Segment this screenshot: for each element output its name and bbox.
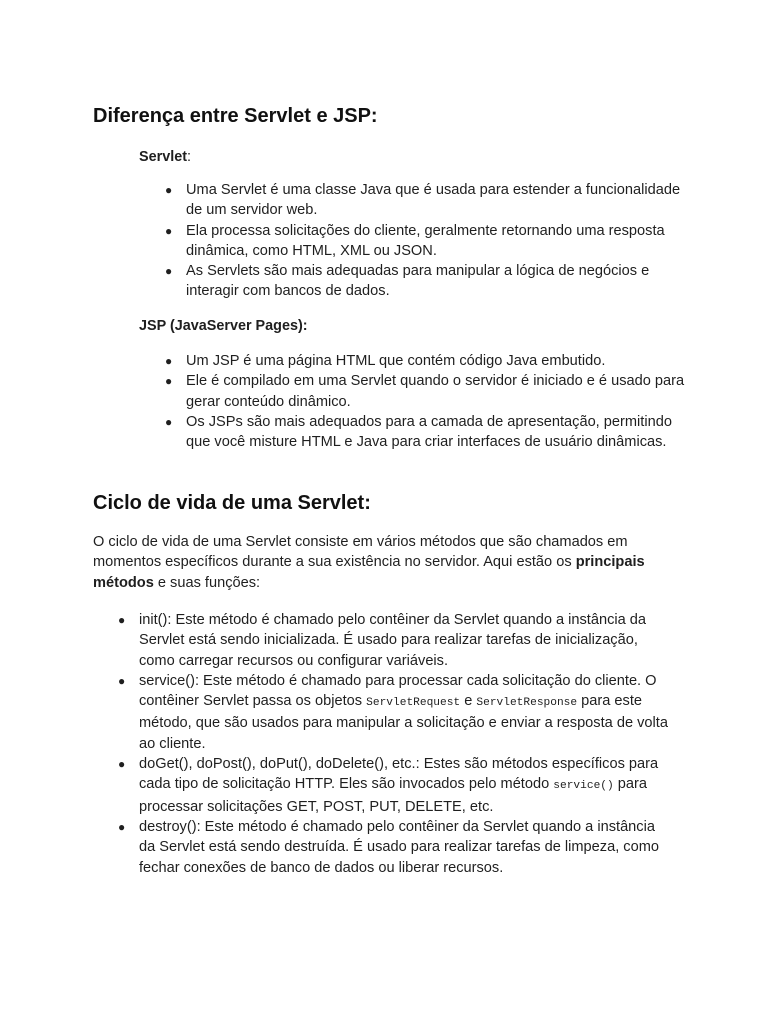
jsp-label [139,316,308,336]
jsp-bullet-2: Ele é compilado em uma Servlet quando o servidor é iniciado e é usado para gerar conteúdo dinâmico. [186,373,685,410]
list-item [165,180,686,221]
list-item [165,371,686,412]
servlet-label [139,147,191,167]
intro-bold: principais métodos [93,554,645,591]
code-service: service() [553,780,614,793]
list-item [118,671,674,754]
bullet-icon: ● [165,183,173,197]
service-text-a: service(): Este método é chamado para processar cada solicitação do cliente. O contêiner Servlet passa os objetos [139,672,657,710]
bullet-icon: ● [118,819,126,834]
service-text-b: e [460,693,477,710]
heading-servlet-vs-jsp: Diferença entre Servlet e JSP: [93,105,378,127]
servlet-bullet-1: Uma Servlet é uma classe Java que é usada para estender a funcionalidade de um servidor web. [186,182,681,219]
list-item [165,351,686,371]
list-item [165,412,686,453]
servlet-bullet-list [165,180,686,302]
list-item [165,261,686,302]
jsp-label-text: JSP (JavaServer Pages): [139,318,308,334]
bullet-icon: ● [165,374,173,389]
bullet-icon: ● [165,223,173,238]
jsp-bullet-list [165,351,686,452]
servlet-label-colon: : [187,149,191,165]
list-item [118,610,674,671]
bullet-icon: ● [165,354,173,368]
intro-text-after: e suas funções: [153,574,261,591]
bullet-icon: ● [118,613,126,627]
jsp-bullet-1: Um JSP é uma página HTML que contém código Java embutido. [186,353,606,369]
servlet-bullet-3: As Servlets são mais adequadas para manipular a lógica de negócios e interagir com bancos de dados. [186,263,650,300]
bullet-icon: ● [118,673,126,688]
method-destroy: destroy(): Este método é chamado pelo contêiner da Servlet quando a instância da Servlet está sendo destruída. É usado para realizar tarefas de limpeza, como fechar conexões de banco de dados ou liberar recursos. [139,818,659,876]
servlet-label-text: Servlet [139,149,187,165]
lifecycle-intro [93,532,683,593]
bullet-icon: ● [165,414,173,429]
intro-text-before: O ciclo de vida de uma Servlet consiste em vários métodos que são chamados em momentos específicos durante a sua existência no servidor. Aqui estão os [93,534,628,571]
method-init: init(): Este método é chamado pelo contêiner da Servlet quando a instância da Servlet está sendo inicializada. É usado para realizar tarefas de inicialização, como carregar recursos ou configurar variáveis. [139,612,647,669]
service-text-c: para este método, que são usados para manipular a solicitação e enviar a resposta de volta ao cliente. [139,693,668,752]
method-service [139,673,668,752]
bullet-icon: ● [118,757,126,772]
servlet-bullet-2: Ela processa solicitações do cliente, geralmente retornando uma resposta dinâmica, como HTML, XML ou JSON. [186,222,665,259]
list-item [118,754,674,817]
code-servlet-response: ServletResponse [476,697,578,710]
doget-text-a: doGet(), doPost(), doPut(), doDelete(), etc.: Estes são métodos específicos para cada tipo de solicitação HTTP. Eles são invocados pelo método [139,756,659,793]
list-item [165,221,686,262]
lifecycle-method-list [118,610,674,878]
list-item [118,817,674,878]
jsp-bullet-3: Os JSPs são mais adequados para a camada de apresentação, permitindo que você misture HTML e Java para criar interfaces de usuário dinâmicas. [186,413,672,451]
doget-text-b: para processar solicitações GET, POST, PUT, DELETE, etc. [139,776,647,815]
code-servlet-request: ServletRequest [366,697,461,710]
heading-servlet-lifecycle: Ciclo de vida de uma Servlet: [93,492,371,514]
bullet-icon: ● [165,264,173,279]
method-doget [139,756,658,815]
